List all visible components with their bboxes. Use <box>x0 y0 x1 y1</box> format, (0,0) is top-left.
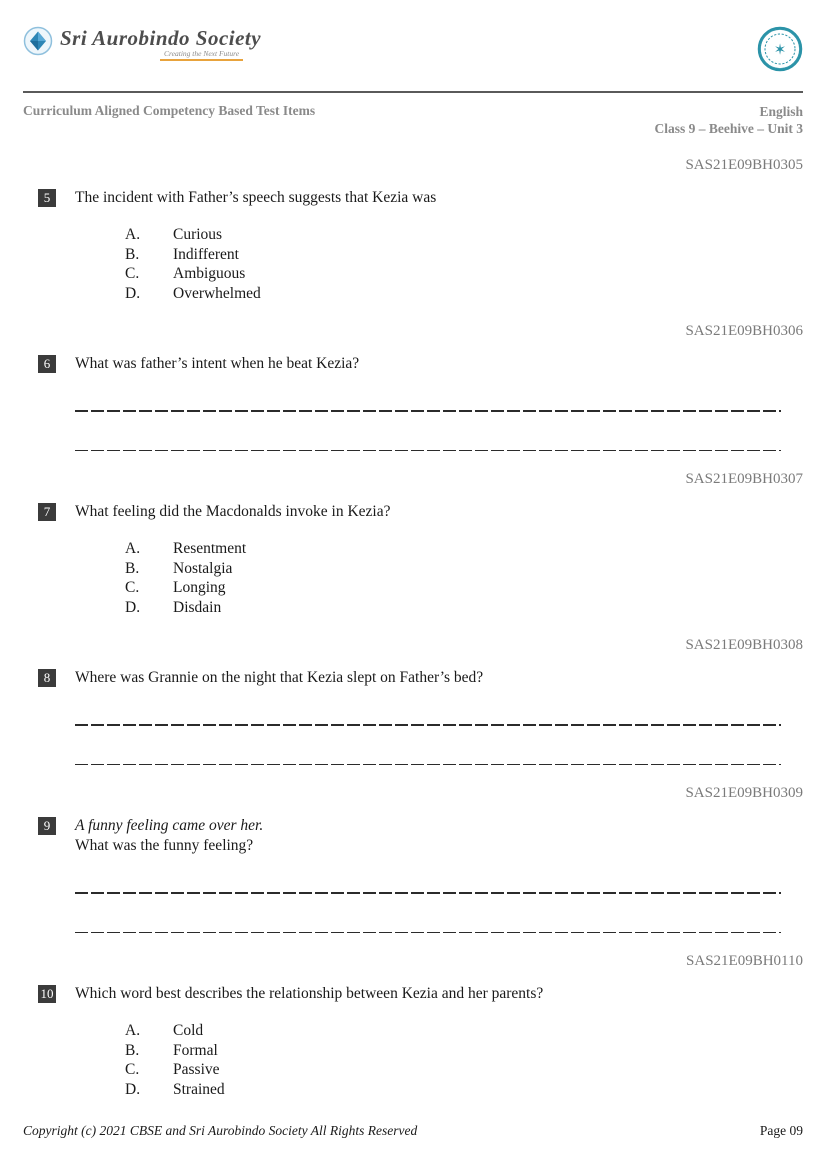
society-logo <box>23 26 261 61</box>
question-text: What was the funny feeling? <box>75 837 254 854</box>
question-text: Where was Grannie on the night that Kezia slept on Father’s bed? <box>75 669 484 686</box>
question-number: 8 <box>38 669 56 687</box>
society-logo-text: Sri Aurobindo Society <box>60 26 262 50</box>
page-footer <box>23 1123 803 1139</box>
subject-label: English <box>759 104 803 119</box>
document-title: Curriculum Aligned Competency Based Test Items <box>23 103 316 118</box>
question-block-6 <box>23 321 803 451</box>
option-b: B. Indifferent <box>125 245 239 263</box>
answer-line <box>75 892 781 894</box>
question-code: SAS21E09BH0306 <box>685 323 803 339</box>
page-number: Page 09 <box>759 1123 803 1138</box>
option-d: D. Disdain <box>125 598 222 616</box>
question-stem-italic: A funny feeling came over her. <box>75 817 264 834</box>
cbse-seal-logo <box>757 26 803 77</box>
answer-line <box>75 764 781 766</box>
question-block-10 <box>23 951 803 1099</box>
options-list <box>125 225 803 303</box>
subheader <box>0 93 827 137</box>
question-block-7 <box>23 469 803 617</box>
answer-line <box>75 932 781 934</box>
option-a: A. Cold <box>125 1022 204 1039</box>
question-number: 6 <box>38 355 56 373</box>
answer-line <box>75 450 781 452</box>
class-unit-label: Class 9 – Beehive – Unit 3 <box>654 121 803 136</box>
option-b: B. Nostalgia <box>125 559 233 577</box>
question-number: 10 <box>38 985 56 1003</box>
question-number: 5 <box>38 189 56 207</box>
answer-line <box>75 410 781 412</box>
option-c: C. Ambiguous <box>125 265 246 282</box>
question-text: What was father’s intent when he beat Kezia? <box>75 355 360 372</box>
answer-line <box>75 724 781 726</box>
question-block-8 <box>23 635 803 765</box>
option-d: D. Overwhelmed <box>125 284 261 302</box>
option-a: A. Curious <box>125 226 223 243</box>
society-tagline: Creating the Next Future <box>160 49 243 61</box>
questions-area <box>0 155 827 1099</box>
question-block-5 <box>23 155 803 303</box>
options-list <box>125 539 803 617</box>
option-c: C. Longing <box>125 579 226 596</box>
question-code: SAS21E09BH0305 <box>685 157 803 173</box>
option-c: C. Passive <box>125 1061 220 1078</box>
option-d: D. Strained <box>125 1080 225 1098</box>
question-code: SAS21E09BH0308 <box>685 637 803 653</box>
question-code: SAS21E09BH0309 <box>685 785 803 801</box>
society-logo-icon <box>23 26 53 61</box>
question-code: SAS21E09BH0307 <box>685 471 803 487</box>
option-b: B. Formal <box>125 1041 218 1059</box>
copyright-text: Copyright (c) 2021 CBSE and Sri Aurobindo Society All Rights Reserved <box>23 1123 418 1138</box>
option-a: A. Resentment <box>125 540 247 557</box>
page-header <box>0 0 827 77</box>
question-number: 7 <box>38 503 56 521</box>
question-code: SAS21E09BH0110 <box>686 953 803 969</box>
svg-text:✶: ✶ <box>773 42 787 59</box>
options-list <box>125 1021 803 1099</box>
question-block-9 <box>23 783 803 933</box>
question-text: The incident with Father’s speech suggests that Kezia was <box>75 189 437 206</box>
question-text: What feeling did the Macdonalds invoke in Kezia? <box>75 503 391 520</box>
question-number: 9 <box>38 817 56 835</box>
question-text: Which word best describes the relationship between Kezia and her parents? <box>75 985 544 1002</box>
